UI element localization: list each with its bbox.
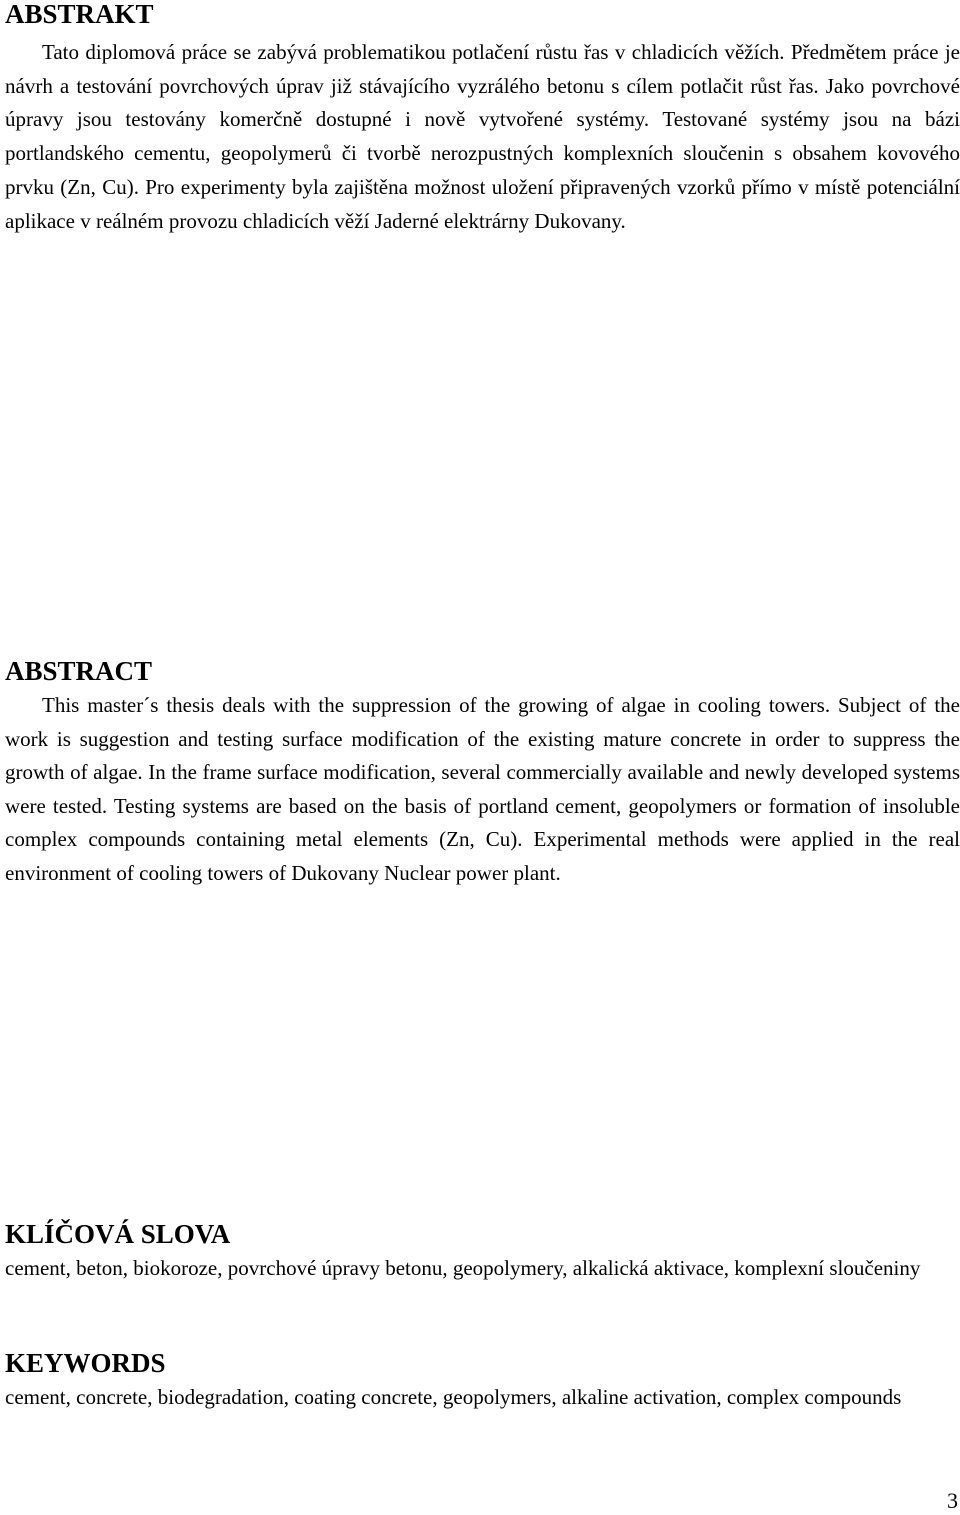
abstrakt-paragraph: Tato diplomová práce se zabývá problematikou potlačení růstu řas v chladicích věžích. Předmětem práce je návrh a testování povrchových úprav již stávajícího vyzrálého betonu s cílem potlačit růst řas. Jako povrchové úpravy jsou testovány komerčně dostupné i nově vytvořené systémy. Testované systémy jsou na bázi portlandského cementu, geopolymerů či tvorbě nerozpustných komplexních sloučenin s obsahem kovového prvku (Zn, Cu). Pro experimenty byla zajištěna možnost uložení připravených vzorků přímo v místě potenciální aplikace v reálném provozu chladicích věží Jaderné elektrárny Dukovany.: [5, 40, 960, 233]
klicova-slova-text: cement, beton, biokoroze, povrchové úpravy betonu, geopolymery, alkalická aktivace, komplexní sloučeniny: [5, 1256, 921, 1280]
abstract-heading: ABSTRACT: [5, 656, 153, 686]
klicova-slova-heading: KLÍČOVÁ SLOVA: [5, 1219, 231, 1249]
abstract-paragraph: This master´s thesis deals with the suppression of the growing of algae in cooling towers. Subject of the work is suggestion and testing surface modification of the existing mature concrete in order to suppress the growth of algae. In the frame surface modification, several commercially available and newly developed systems were tested. Testing systems are based on the basis of portland cement, geopolymers or formation of insoluble complex compounds containing metal elements (Zn, Cu). Experimental methods were applied in the real environment of cooling towers of Dukovany Nuclear power plant.: [5, 693, 960, 885]
abstrakt-heading: ABSTRAKT: [5, 0, 154, 29]
keywords-text: cement, concrete, biodegradation, coating concrete, geopolymers, alkaline activation, complex compounds: [5, 1385, 902, 1409]
page-number: 3: [947, 1488, 958, 1513]
keywords-heading: KEYWORDS: [5, 1348, 166, 1378]
